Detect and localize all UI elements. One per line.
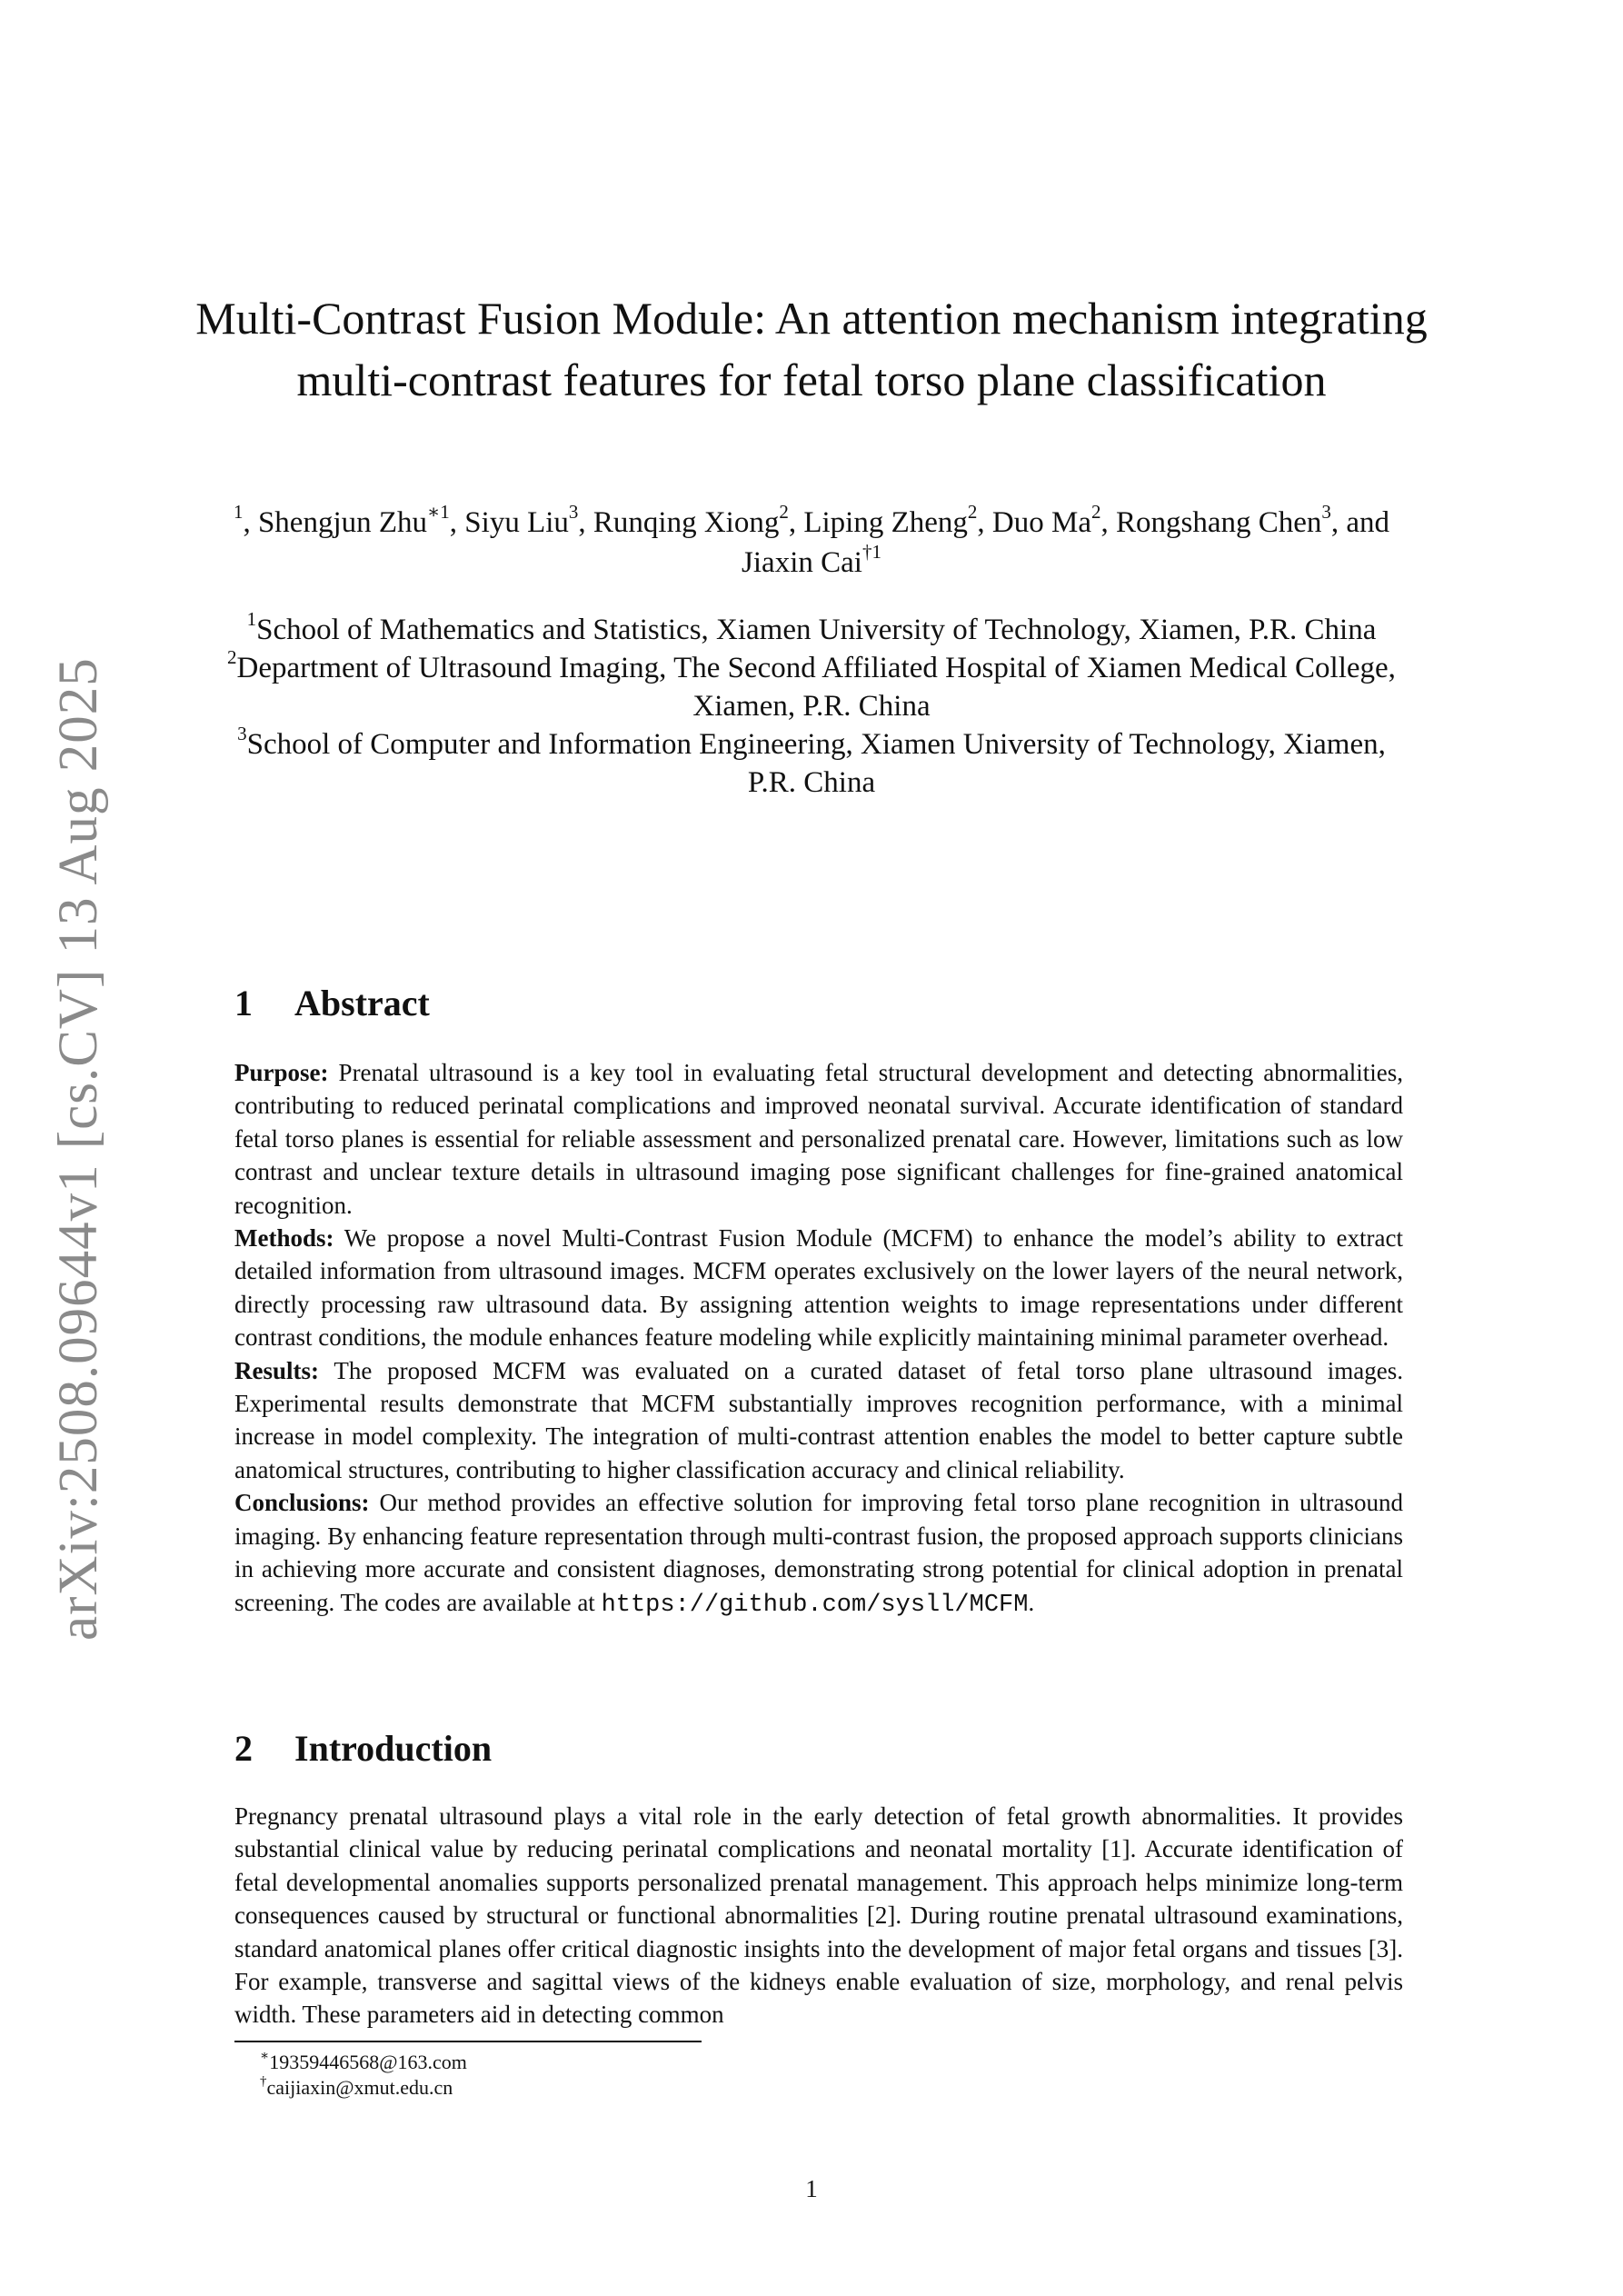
affiliation-2 <box>218 646 1405 725</box>
paper-title: Multi-Contrast Fusion Module: An attention mechanism integrating multi-contrast features for fetal torso plane classification <box>195 293 1428 405</box>
abstract-results <box>234 1354 1403 1487</box>
footnote-mark: † <box>260 2073 267 2089</box>
author-sep: , <box>1100 506 1116 539</box>
page-number: 1 <box>805 2175 818 2202</box>
affiliation-text: School of Computer and Information Engineering, Xiamen University of Technology, Xiamen, P.R. China <box>246 728 1386 799</box>
affiliation-1 <box>218 608 1405 649</box>
section-title: Abstract <box>294 983 430 1023</box>
footnote-email: 19359446568@163.com <box>269 2051 467 2073</box>
abstract-purpose <box>234 1056 1403 1222</box>
abstract-results-label: Results: <box>234 1356 319 1384</box>
section-heading-abstract <box>234 982 430 1024</box>
author-name: Duo Ma <box>991 506 1091 539</box>
affiliation-mark: 3 <box>237 723 247 744</box>
author-name: Runqing Xiong <box>592 506 780 539</box>
author-mark: 2 <box>1090 501 1101 523</box>
abstract-conclusions-end: . <box>1028 1588 1035 1616</box>
section-heading-introduction <box>234 1727 492 1770</box>
author-sep: , and <box>1330 506 1390 539</box>
author-sep: , <box>788 506 804 539</box>
author-mark: 2 <box>967 501 978 523</box>
author-list <box>218 503 1405 583</box>
affiliation-text: Department of Ultrasound Imaging, The Second Affiliated Hospital of Xiamen Medical College, Xiamen, P.R. China <box>236 652 1396 723</box>
affiliation-mark: 1 <box>246 608 257 630</box>
introduction-paragraph: Pregnancy prenatal ultrasound plays a vital role in the early detection of fetal growth abnormalities. It provides substantial clinical value by reducing perinatal complications and neonatal mortality [1]. Accurate identification of fetal developmental anomalies supports personalized prenatal management. This approach helps minimize long-term consequences caused by structural or functional abnormalities [2]. During routine prenatal ultrasound examinations, standard anatomical planes offer critical diagnostic insights into the development of major fetal organs and tissues [3]. For example, transverse and sagittal views of the kidneys enable evaluation of size, morphology, and renal pelvis width. These parameters aid in detecting common <box>234 1802 1403 2029</box>
abstract-conclusions-text: Our method provides an effective solution for improving fetal torso plane recognition in ultrasound imaging. By enhancing feature representation through multi-contrast fusion, the proposed approach supports clinicians in achieving more accurate and consistent diagnoses, demonstrating strong potential for clinical adoption in prenatal screening. The codes are available at <box>234 1489 1404 1616</box>
affiliation-3 <box>218 725 1405 802</box>
author-mark: ∗1 <box>427 501 450 523</box>
author-mark: †1 <box>861 541 881 563</box>
author-mark: 3 <box>1321 501 1331 523</box>
footnote-mark: ∗ <box>260 2048 270 2063</box>
author-sep: , <box>449 506 465 539</box>
abstract-conclusions <box>234 1486 1403 1622</box>
section-title: Introduction <box>294 1728 493 1769</box>
abstract-body <box>234 1056 1403 1622</box>
author-sep: , <box>578 506 593 539</box>
affiliation-text: School of Mathematics and Statistics, Xiamen University of Technology, Xiamen, P.R. China <box>256 614 1377 646</box>
affiliation-mark: 2 <box>227 646 237 668</box>
author-1-sep: , <box>243 506 258 539</box>
author-mark: 3 <box>568 501 579 523</box>
author-name: Rongshang Chen <box>1115 506 1322 539</box>
footnote-1 <box>260 2050 467 2075</box>
author-name: Siyu Liu <box>464 506 569 539</box>
abstract-methods <box>234 1222 1403 1354</box>
introduction-body <box>234 1800 1403 2031</box>
footnote-2 <box>260 2075 467 2101</box>
author-name: Shengjun Zhu <box>257 506 428 539</box>
abstract-methods-label: Methods: <box>234 1224 334 1253</box>
arxiv-side-stamp: arXiv:2508.09644v1 [cs.CV] 13 Aug 2025 <box>48 657 109 1641</box>
abstract-purpose-label: Purpose: <box>234 1059 329 1086</box>
author-name: Liping Zheng <box>803 506 968 539</box>
abstract-methods-text: We propose a novel Multi-Contrast Fusion Module (MCFM) to enhance the model’s ability to extract detailed information from ultrasound images. MCFM operates exclusively on the lower layers of the neural network, directly processing raw ultrasound data. By assigning attention weights to image representations under different contrast conditions, the module enhances feature modeling while explicitly maintaining minimal parameter overhead. <box>234 1224 1403 1352</box>
abstract-results-text: The proposed MCFM was evaluated on a curated dataset of fetal torso plane ultrasound images. Experimental results demonstrate that MCFM substantially improves recognition performance, with a minimal increase in model complexity. The integration of multi-contrast attention enables the model to better capture subtle anatomical structures, contributing to higher classification accuracy and clinical reliability. <box>234 1356 1404 1483</box>
section-number: 1 <box>234 983 253 1023</box>
author-sep: , <box>977 506 992 539</box>
author-0-mark: 1 <box>233 501 244 523</box>
author-mark: 2 <box>779 501 789 523</box>
code-repository-link[interactable]: https://github.com/sysll/MCFM <box>601 1591 1029 1619</box>
section-number: 2 <box>234 1728 253 1769</box>
footnote-email: caijiaxin@xmut.edu.cn <box>266 2076 453 2099</box>
abstract-purpose-text: Prenatal ultrasound is a key tool in evaluating fetal structural development and detecting abnormalities, contributing to reduced perinatal complications and improved neonatal survival. Accurate identification of standard fetal torso planes is essential for reliable assessment and personalized prenatal care. However, limitations such as low contrast and unclear texture details in ultrasound imaging pose significant challenges for fine-grained anatomical recognition. <box>234 1059 1403 1219</box>
footnotes <box>260 2050 467 2101</box>
affiliation-list <box>218 608 1405 802</box>
footnote-rule <box>234 2041 702 2042</box>
abstract-conclusions-label: Conclusions: <box>234 1489 370 1517</box>
author-name: Jiaxin Cai <box>742 546 862 579</box>
